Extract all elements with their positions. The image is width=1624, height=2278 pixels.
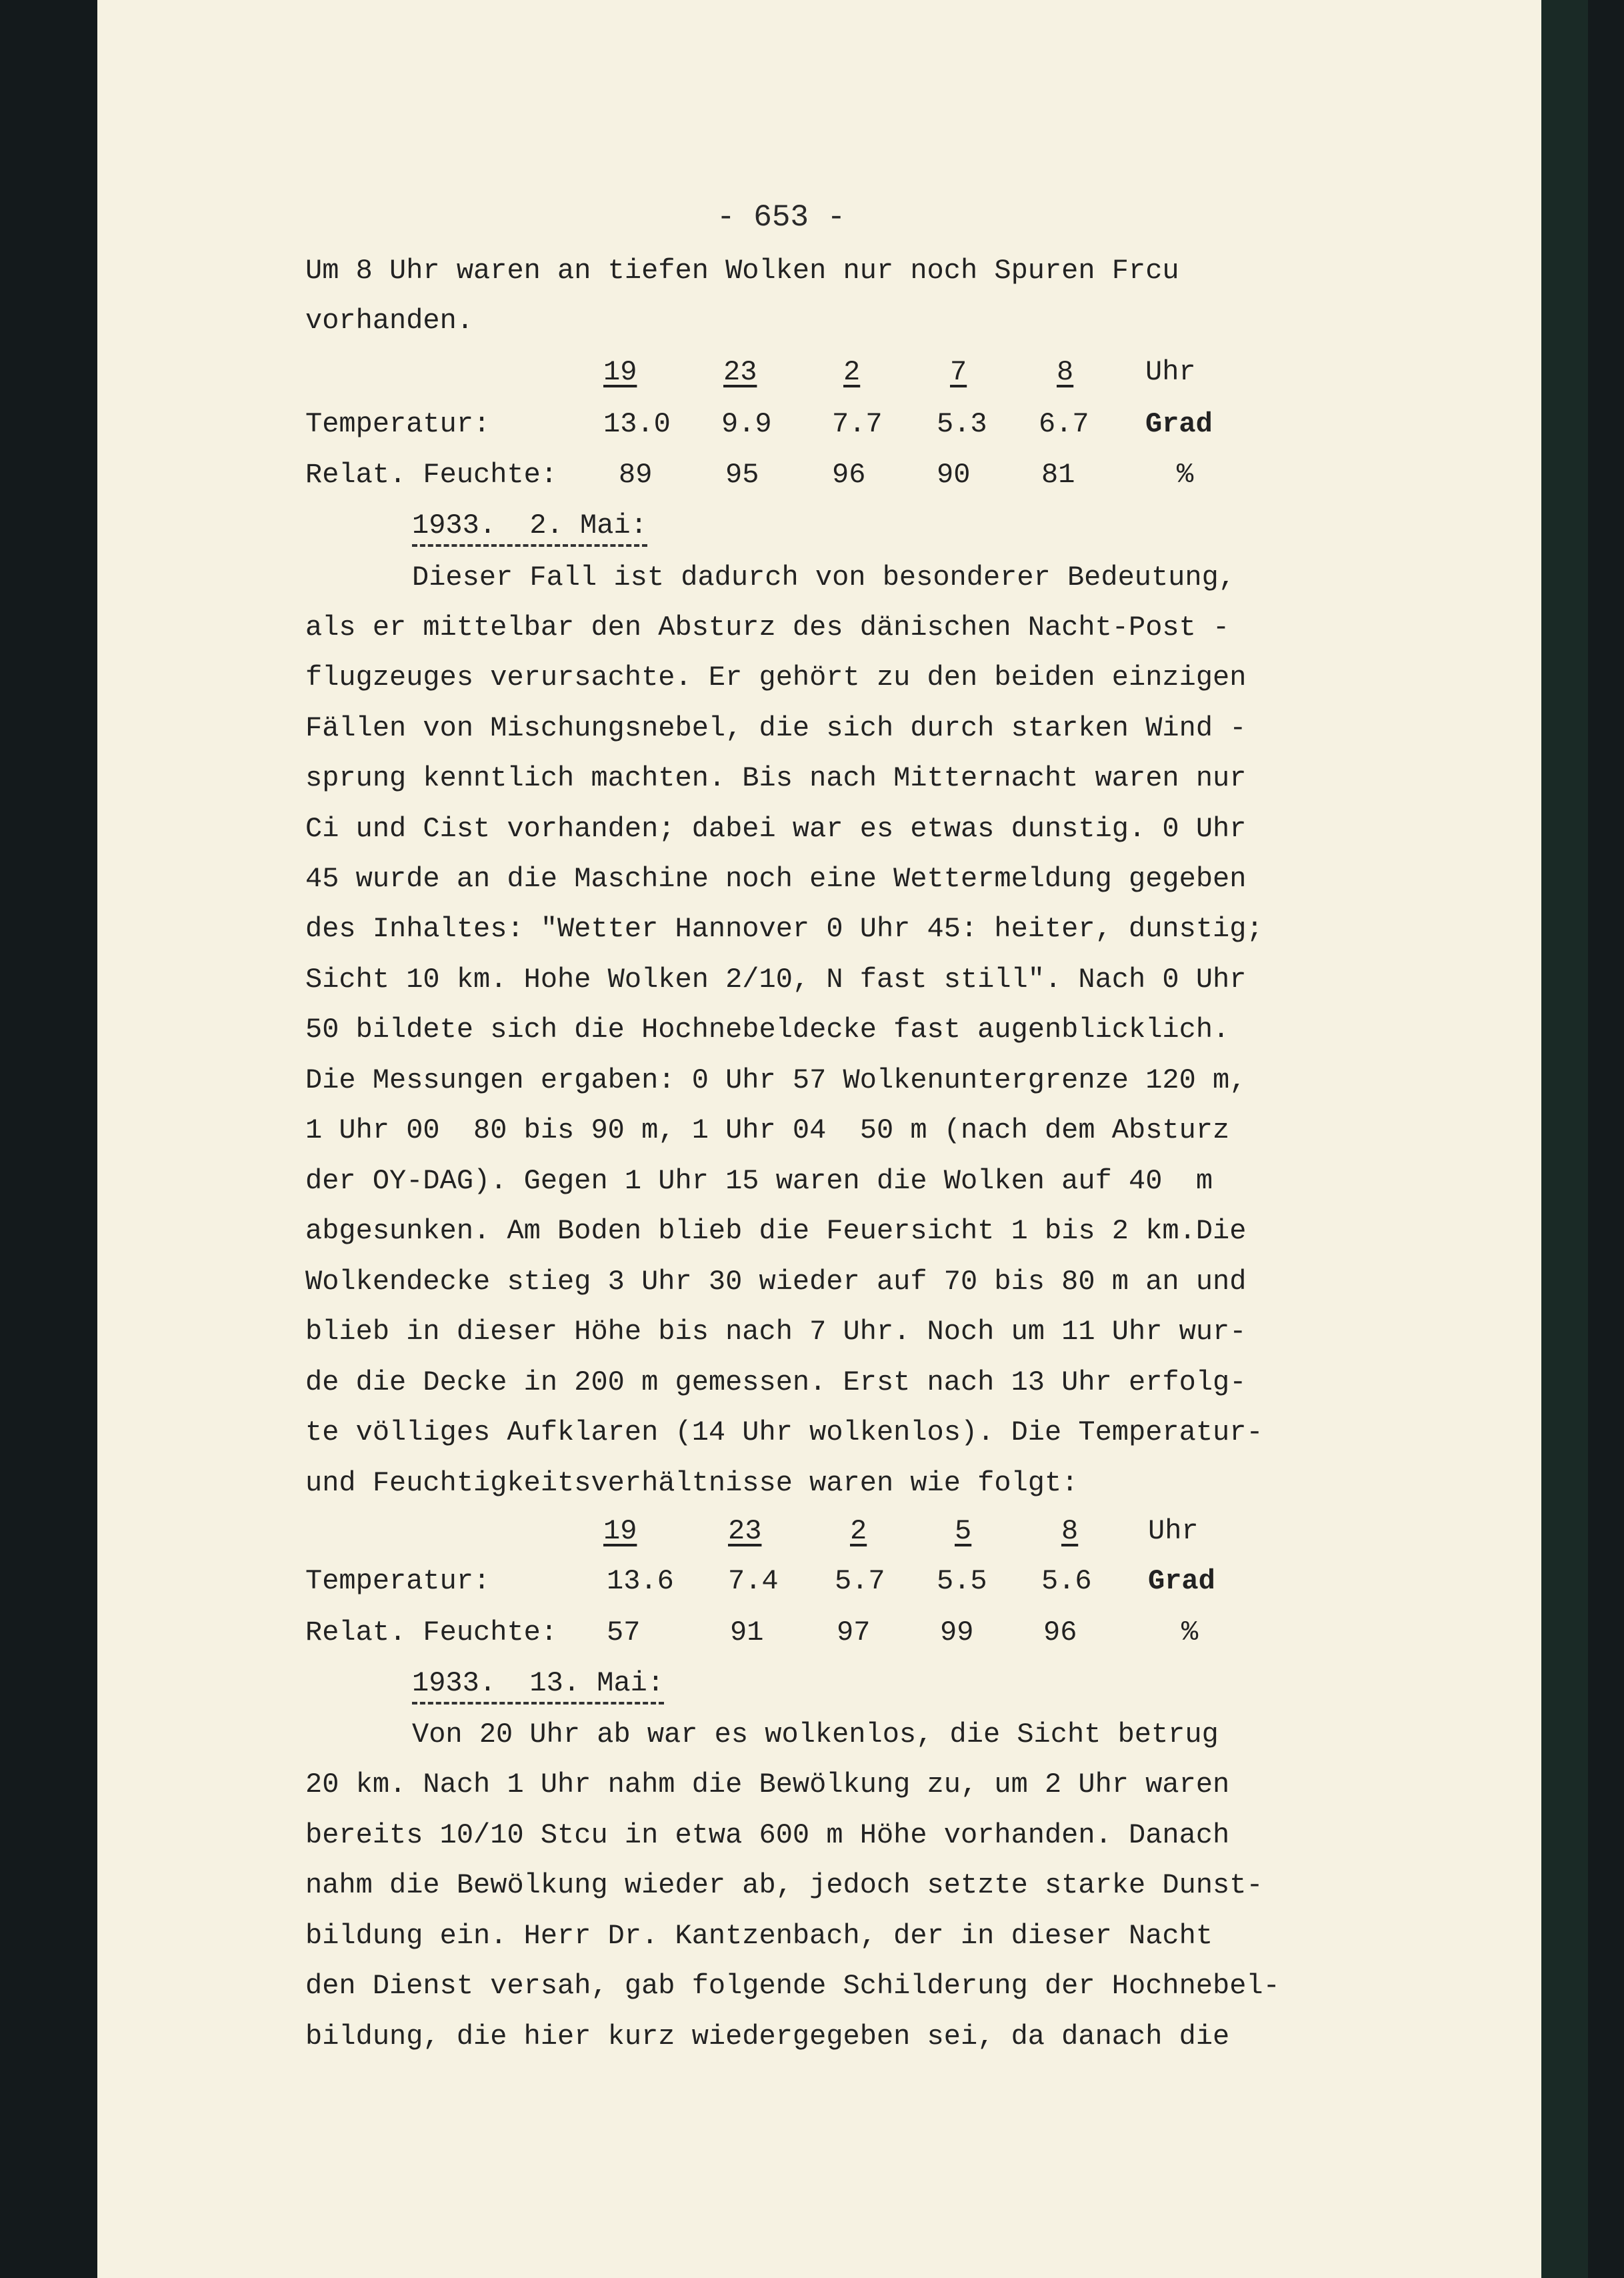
- table-row-label: Temperatur:: [305, 408, 491, 440]
- table-cell: Grad: [1145, 408, 1213, 440]
- text-line: vorhanden.: [305, 305, 474, 337]
- text-line: nahm die Bewölkung wieder ab, jedoch setzte starke Dunst-: [305, 1869, 1263, 1901]
- text-line: abgesunken. Am Boden blieb die Feuersicht 1 bis 2 km.Die: [305, 1215, 1247, 1247]
- table-cell: 91: [730, 1616, 764, 1648]
- text-line: Wolkendecke stieg 3 Uhr 30 wieder auf 70 bis 80 m an und: [305, 1266, 1247, 1298]
- table-cell: 13.6: [607, 1565, 674, 1597]
- table-header: 7: [950, 356, 967, 388]
- text-line: und Feuchtigkeitsverhältnisse waren wie folgt:: [305, 1467, 1079, 1499]
- table-cell: 96: [832, 459, 866, 491]
- table-cell: 81: [1041, 459, 1075, 491]
- text-line: Ci und Cist vorhanden; dabei war es etwas dunstig. 0 Uhr: [305, 813, 1247, 845]
- table-header: 5: [955, 1515, 972, 1547]
- table-row-label: Relat. Feuchte:: [305, 459, 558, 491]
- text-line: der OY-DAG). Gegen 1 Uhr 15 waren die Wolken auf 40 m: [305, 1165, 1213, 1197]
- table-cell: 57: [607, 1616, 641, 1648]
- table-cell: %: [1177, 459, 1194, 491]
- text-line: Die Messungen ergaben: 0 Uhr 57 Wolkenuntergrenze 120 m,: [305, 1064, 1247, 1096]
- table-header: 19: [603, 1515, 637, 1547]
- page-number: - 653 -: [717, 200, 846, 235]
- table-cell: 5.7: [835, 1565, 885, 1597]
- scan-edge: [1541, 0, 1588, 2278]
- table-header: 2: [843, 356, 861, 388]
- table-cell: 5.3: [937, 408, 987, 440]
- table-header: Uhr: [1148, 1515, 1199, 1547]
- table-cell: 9.9: [721, 408, 772, 440]
- text-line: als er mittelbar den Absturz des dänischen Nacht-Post -: [305, 612, 1230, 644]
- text-line: des Inhaltes: "Wetter Hannover 0 Uhr 45: heiter, dunstig;: [305, 913, 1263, 945]
- table-header: 8: [1057, 356, 1074, 388]
- table-cell: 95: [725, 459, 759, 491]
- table-cell: 97: [837, 1616, 871, 1648]
- table-header: 8: [1061, 1515, 1079, 1547]
- text-line: Fällen von Mischungsnebel, die sich durch starken Wind -: [305, 712, 1247, 744]
- table-cell: 96: [1043, 1616, 1077, 1648]
- text-line: de die Decke in 200 m gemessen. Erst nach 13 Uhr erfolg-: [305, 1366, 1247, 1398]
- text-line: flugzeuges verursachte. Er gehört zu den beiden einzigen: [305, 662, 1247, 694]
- table-row-label: Relat. Feuchte:: [305, 1616, 558, 1648]
- text-line: Um 8 Uhr waren an tiefen Wolken nur noch Spuren Frcu: [305, 255, 1179, 287]
- table-header: 2: [850, 1515, 867, 1547]
- section-date: 1933. 2. Mai:: [412, 508, 647, 547]
- table-header: 23: [723, 356, 757, 388]
- text-line: blieb in dieser Höhe bis nach 7 Uhr. Noch um 11 Uhr wur-: [305, 1316, 1247, 1348]
- table-header: 23: [728, 1515, 762, 1547]
- table-cell: 7.4: [728, 1565, 779, 1597]
- table-cell: Grad: [1148, 1565, 1215, 1597]
- text-line: Dieser Fall ist dadurch von besonderer Bedeutung,: [412, 561, 1236, 594]
- text-line: te völliges Aufklaren (14 Uhr wolkenlos). Die Temperatur-: [305, 1416, 1263, 1448]
- text-line: den Dienst versah, gab folgende Schilderung der Hochnebel-: [305, 1970, 1280, 2002]
- text-line: bildung ein. Herr Dr. Kantzenbach, der in dieser Nacht: [305, 1920, 1213, 1952]
- table-cell: 7.7: [832, 408, 883, 440]
- table-cell: 99: [940, 1616, 974, 1648]
- text-line: 20 km. Nach 1 Uhr nahm die Bewölkung zu, um 2 Uhr waren: [305, 1769, 1230, 1801]
- text-line: Von 20 Uhr ab war es wolkenlos, die Sicht betrug: [412, 1719, 1219, 1751]
- table-cell: 5.5: [937, 1565, 987, 1597]
- table-cell: 13.0: [603, 408, 671, 440]
- text-line: 45 wurde an die Maschine noch eine Wettermeldung gegeben: [305, 863, 1247, 895]
- table-cell: 89: [619, 459, 653, 491]
- text-line: 1 Uhr 00 80 bis 90 m, 1 Uhr 04 50 m (nach dem Absturz: [305, 1114, 1230, 1146]
- table-cell: 90: [937, 459, 971, 491]
- table-cell: 5.6: [1041, 1565, 1092, 1597]
- table-cell: 6.7: [1039, 408, 1089, 440]
- text-line: bereits 10/10 Stcu in etwa 600 m Höhe vorhanden. Danach: [305, 1819, 1230, 1851]
- text-line: 50 bildete sich die Hochnebeldecke fast augenblicklich.: [305, 1014, 1230, 1046]
- text-line: bildung, die hier kurz wiedergegeben sei, da danach die: [305, 2021, 1230, 2053]
- table-cell: %: [1181, 1616, 1199, 1648]
- table-row-label: Temperatur:: [305, 1565, 491, 1597]
- table-header: Uhr: [1145, 356, 1196, 388]
- section-date: 1933. 13. Mai:: [412, 1666, 664, 1704]
- text-line: sprung kenntlich machten. Bis nach Mitternacht waren nur: [305, 762, 1247, 794]
- text-line: Sicht 10 km. Hohe Wolken 2/10, N fast still". Nach 0 Uhr: [305, 964, 1247, 996]
- table-header: 19: [603, 356, 637, 388]
